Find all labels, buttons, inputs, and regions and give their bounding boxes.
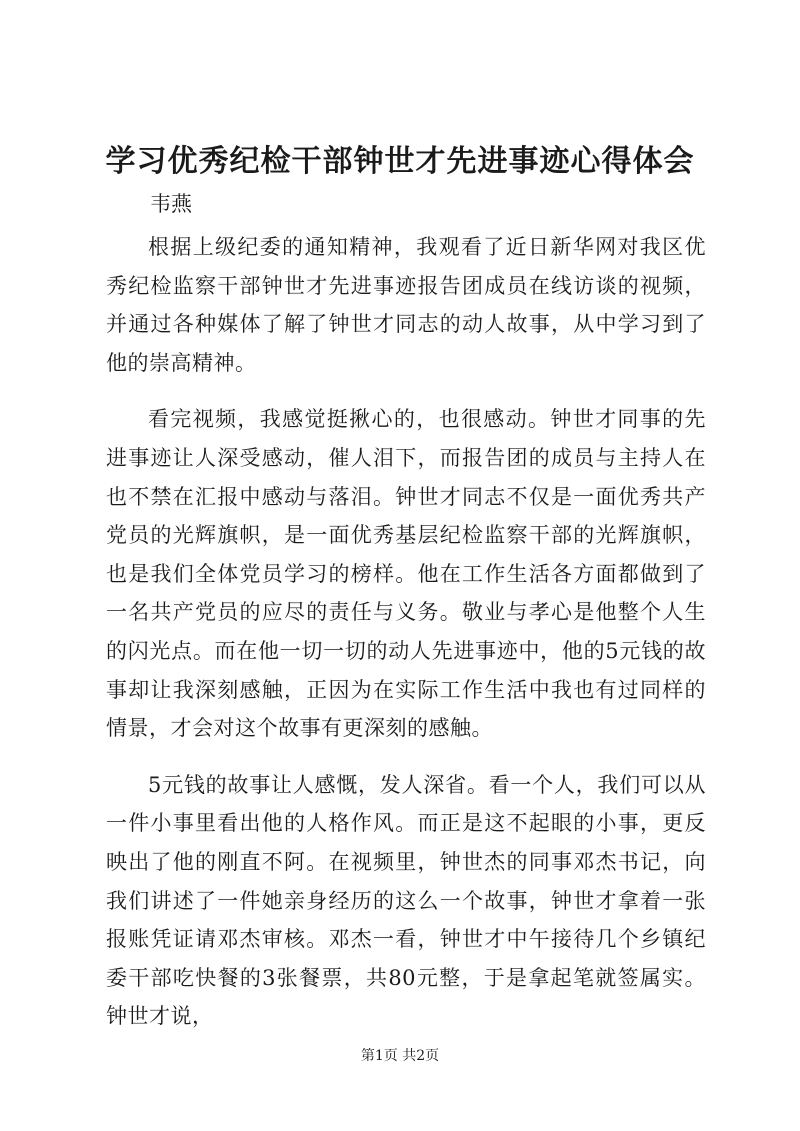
document-title: 学习优秀纪检干部钟世才先进事迹心得体会 — [105, 144, 695, 179]
paragraph-3: 5元钱的故事让人感慨，发人深省。看一个人，我们可以从一件小事里看出他的人格作风。而正是这不起眼的小事，更反映出了他的刚直不阿。在视频里，钟世杰的同事邓杰书记，向我们讲述了一件她亲身经历的这么一个故事，钟世才拿着一张报账凭证请邓杰审核。邓杰一看，钟世才中午接待几个乡镇纪委干部吃快餐的3张餐票，共80元整，于是拿起笔就签属实。钟世才说， — [106, 772, 706, 1029]
page-indicator: 第1页 共2页 — [360, 1048, 440, 1064]
paragraph-2: 看完视频，我感觉挺揪心的，也很感动。钟世才同事的先进事迹让人深受感动，催人泪下，而报告团的成员与主持人在也不禁在汇报中感动与落泪。钟世才同志不仅是一面优秀共产党员的光辉旗帜，是一面优秀基层纪检监察干部的光辉旗帜，也是我们全体党员学习的榜样。他在工作生活各方面都做到了一名共产党员的应尽的责任与义务。敬业与孝心是他整个人生的闪光点。而在他一切一切的动人先进事迹中，他的5元钱的故事却让我深刻感触，正因为在实际工作生活中我也有过同样的情景，才会对这个故事有更深刻的感触。 — [106, 407, 706, 741]
document-author: 韦燕 — [150, 192, 192, 216]
document-body — [106, 228, 706, 1054]
page-footer — [0, 1046, 800, 1066]
paragraph-1: 根据上级纪委的通知精神，我观看了近日新华网对我区优秀纪检监察干部钟世才先进事迹报告团成员在线访谈的视频，并通过各种媒体了解了钟世才同志的动人故事，从中学习到了他的崇高精神。 — [106, 235, 706, 375]
